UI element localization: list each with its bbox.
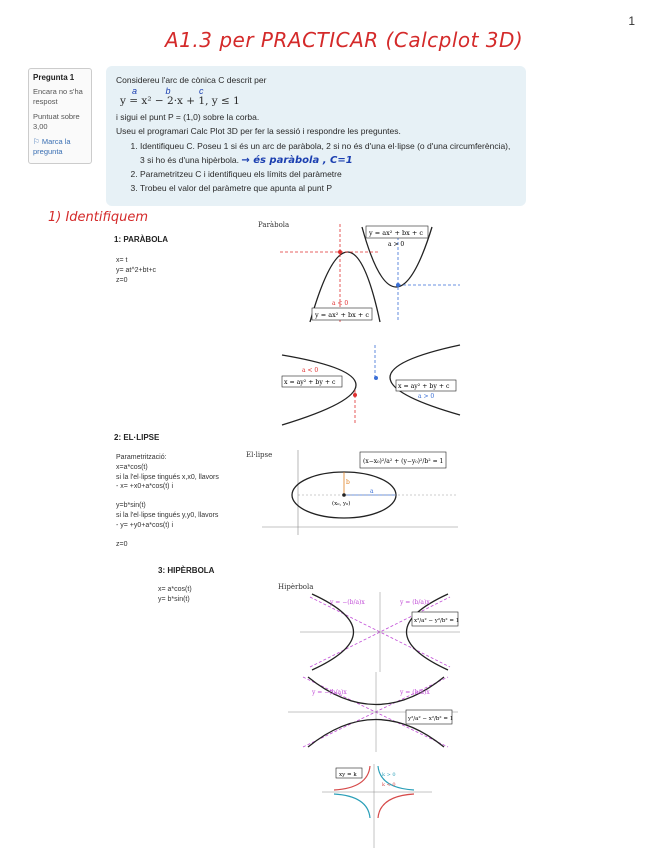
prompt-intro: Considereu l'arc de cònica C descrit per: [116, 75, 267, 85]
parabola-curve-left: [282, 355, 356, 425]
hyperbola-vertical-figure: [288, 672, 458, 752]
hyperbola-asym-4: y = (b/a)x: [400, 689, 430, 696]
parabola-horizontal-figure: [280, 340, 465, 430]
note-line: - y= +y0+a*cos(t) i: [116, 521, 173, 529]
hyperbola-eq-1: x²/a² − y²/b² = 1: [414, 618, 460, 624]
parabola-cond-2: a < 0: [332, 300, 349, 307]
note-line: x=a*cos(t): [116, 463, 148, 471]
hyperbola-figure-title: Hipèrbola: [278, 583, 314, 591]
flag-question-link[interactable]: [33, 137, 87, 157]
note-line: z=0: [116, 540, 128, 548]
hyperbola-asym-3: y = −(b/a)x: [312, 689, 347, 696]
parabola-cond-1: a > 0: [388, 241, 405, 248]
task-text: Trobeu el valor del paràmetre que apunta al punt P: [140, 182, 333, 193]
ellipse-equation: (x−x₀)²/a² + (y−y₀)²/b² = 1: [363, 458, 444, 465]
note-line: Parametrització:: [116, 454, 167, 461]
parabola-cond-4: a > 0: [418, 393, 435, 400]
instructions-text: Useu el programari Calc Plot 3D per fer la sessió i respondre les preguntes.: [116, 125, 401, 136]
abc-annotation: a b c: [132, 86, 217, 96]
ellipse-notes: [116, 453, 219, 549]
task-text: Identifiqueu C. Poseu 1 si és un arc de paràbola, 2 si no és d'una el·lipse (o d'una circumferència), 3 si ho és d'una hipèrbola.: [140, 140, 511, 165]
ellipse-center-label: (x₀, y₀): [332, 501, 351, 507]
hyperbola-xy-figure: [322, 764, 432, 848]
hyperbola-eq-2: y²/a² − x²/b² = 1: [408, 716, 454, 722]
task-list: [130, 140, 516, 195]
ellipse-figure: [262, 450, 462, 540]
note-line: x= t: [116, 257, 128, 264]
question-prompt-panel: [106, 66, 526, 206]
hyperbola-k-neg: k < 0: [382, 782, 396, 788]
note-line: y=b*sin(t): [116, 502, 146, 510]
parabola-notes: [116, 256, 156, 285]
ellipse-heading: 2: EL·LIPSE: [114, 433, 160, 442]
task-text: Parametritzeu C i identifiqueu els límits del paràmetre: [140, 169, 342, 180]
parabola-figure-title: Paràbola: [258, 221, 290, 229]
ellipse-a-label: a: [370, 488, 374, 495]
hyperbola-asym-2: y = (b/a)x: [400, 599, 430, 606]
hyperbola-heading: 3: HIPÈRBOLA: [158, 566, 215, 575]
page-title: A1.3 per PRACTICAR (Calcplot 3D): [165, 28, 524, 52]
task-item: [140, 182, 516, 195]
hyperbola-asym-1: y = −(b/a)x: [330, 599, 365, 606]
parabola-eq-4: x = ay² + by + c: [398, 383, 450, 390]
flag-label: Marca la pregunta: [33, 137, 71, 157]
question-status: Encara no s'ha respost: [33, 86, 83, 106]
hyperbola-horizontal-figure: [300, 592, 460, 672]
parabola-eq-1: y = ax² + bx + c: [369, 229, 424, 237]
ellipse-figure-title: El·lipse: [246, 451, 273, 459]
flag-icon: ⚐: [33, 137, 40, 147]
parabola-heading: 1: PARÀBOLA: [114, 235, 169, 244]
parabola-eq-2: y = ax² + bx + c: [315, 311, 370, 319]
note-line: si la l'el·lipse tingués y,y0, llavors: [116, 511, 219, 519]
parabola-cond-3: a < 0: [302, 367, 319, 374]
question-number: 1: [69, 73, 75, 82]
hyperbola-eq-3: xy = k: [339, 772, 357, 778]
ellipse-b-label: b: [346, 479, 350, 486]
section-heading-identify: 1) Identifiquem: [48, 210, 149, 225]
question-info-box: [28, 68, 92, 164]
parabola-eq-3: x = ay² + by + c: [284, 379, 336, 386]
note-line: y= b*sin(t): [158, 595, 190, 603]
hyperbola-k-pos: k > 0: [382, 772, 396, 778]
page-number: 1: [628, 14, 635, 28]
note-line: z=0: [116, 276, 128, 284]
note-line: - x= +x0+a*cos(t) i: [116, 483, 173, 491]
note-line: y= at^2+bt+c: [116, 266, 157, 274]
handwritten-answer: → és paràbola , C=1: [241, 154, 353, 166]
parabola-vertical-figure: [270, 222, 470, 326]
question-label: Pregunta: [33, 73, 68, 82]
question-score: Puntuat sobre 3,00: [33, 112, 80, 132]
conic-equation: y = x² − 2·x + 1, y ≤ 1: [120, 95, 240, 108]
note-line: si la l'el·lipse tingués x,x0, llavors: [116, 473, 219, 481]
task-item: [140, 140, 516, 169]
instructions: [116, 125, 516, 138]
hyperbola-notes: [158, 585, 192, 605]
note-line: x= a*cos(t): [158, 586, 192, 593]
point-line: i sigui el punt P = (1,0) sobre la corba.: [116, 112, 260, 123]
task-item: [140, 168, 516, 181]
